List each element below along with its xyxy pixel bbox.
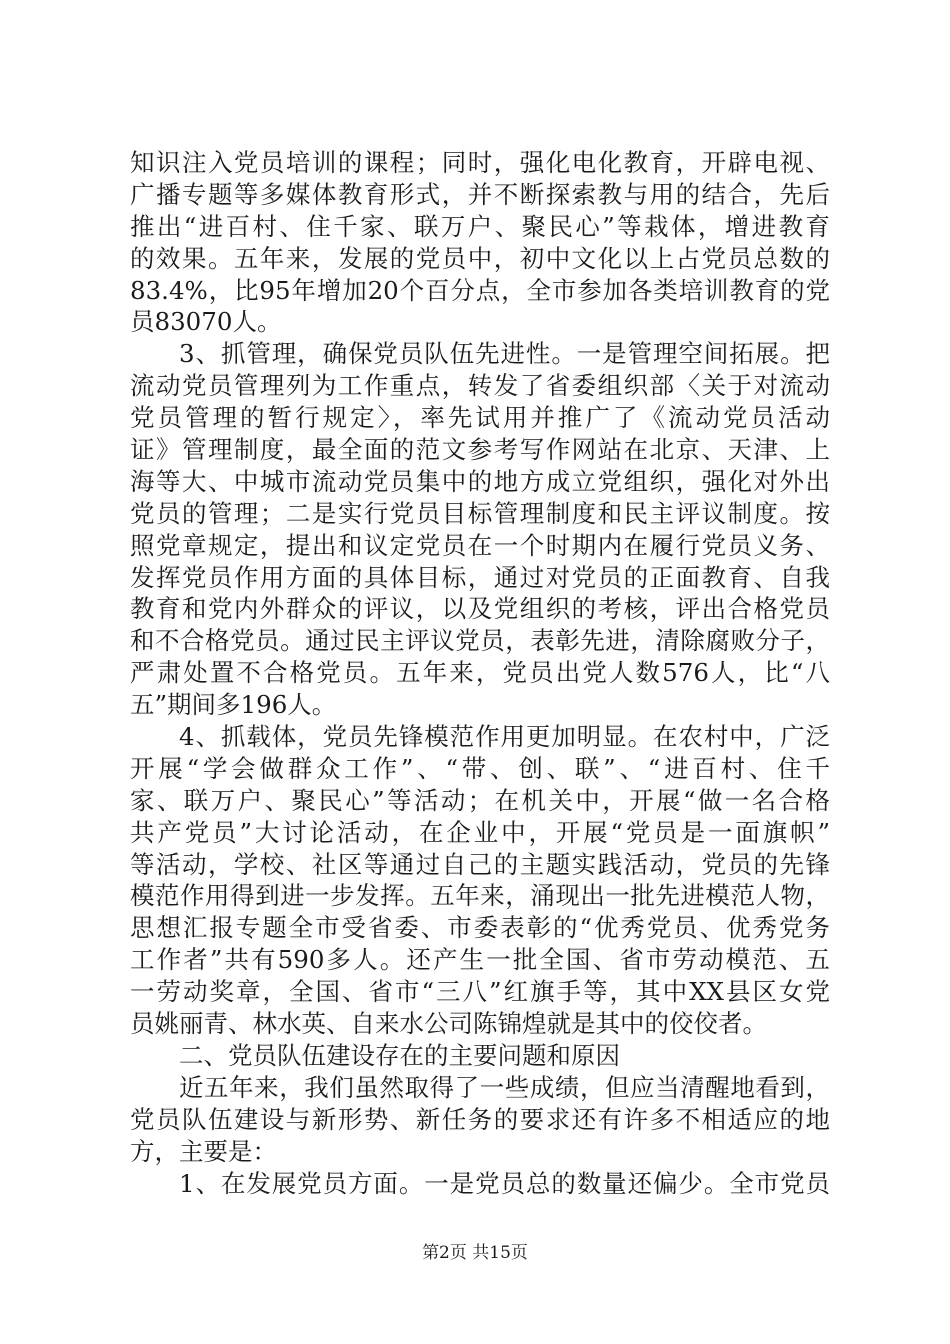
text-line: 发挥党员作用方面的具体目标，通过对党员的正面教育、自我 (130, 562, 830, 592)
text-line: 员83070人。 (130, 307, 282, 337)
text-line: 证》管理制度，最全面的范文参考写作网站在北京、天津、上 (130, 435, 830, 465)
text-line: 广播专题等多媒体教育形式，并不断探索教与用的结合，先后 (130, 179, 830, 209)
text-line: 照党章规定，提出和议定党员在一个时期内在履行党员义务、 (130, 530, 830, 560)
page-number-footer: 第2页 共15页 (422, 1243, 528, 1263)
text-line: 员姚丽青、林水英、自来水公司陈锦煌就是其中的佼佼者。 (130, 1009, 767, 1039)
text-line: 严肃处置不合格党员。五年来，党员出党人数576人，比“八 (130, 658, 830, 688)
text-line: 和不合格党员。通过民主评议党员，表彰先进，清除腐败分子， (130, 626, 830, 656)
text-line: 思想汇报专题全市受省委、市委表彰的“优秀党员、优秀党务 (130, 913, 830, 943)
text-line: 党员的管理；二是实行党员目标管理制度和民主评议制度。按 (130, 498, 830, 528)
text-line: 方，主要是： (130, 1136, 277, 1166)
text-line: 党员队伍建设与新形势、新任务的要求还有许多不相适应的地 (130, 1104, 830, 1134)
text-line: 党员管理的暂行规定〉，率先试用并推广了《流动党员活动 (130, 403, 830, 433)
text-line: 家、联万户、聚民心”等活动；在机关中，开展“做一名合格 (130, 785, 830, 815)
paragraph-start-line: 近五年来，我们虽然取得了一些成绩，但应当清醒地看到， (179, 1072, 830, 1102)
text-line: 的效果。五年来，发展的党员中，初中文化以上占党员总数的 (130, 243, 830, 273)
text-line: 模范作用得到进一步发挥。五年来，涌现出一批先进模范人物， (130, 881, 830, 911)
text-line: 等活动，学校、社区等通过自己的主题实践活动，党员的先锋 (130, 849, 830, 879)
text-line: 开展“学会做群众工作”、“带、创、联”、“进百村、住千 (130, 753, 830, 783)
body-text (130, 147, 830, 1199)
text-line: 海等大、中城市流动党员集中的地方成立党组织，强化对外出 (130, 466, 830, 496)
paragraph-start-line: 1、在发展党员方面。一是党员总的数量还偏少。全市党员 (179, 1168, 830, 1198)
text-line: 教育和党内外群众的评议，以及党组织的考核，评出合格党员 (130, 594, 830, 624)
paragraph-start-line: 3、抓管理，确保党员队伍先进性。一是管理空间拓展。把 (179, 339, 830, 369)
text-line: 推出“进百村、住千家、联万户、聚民心”等栽体，增进教育 (130, 211, 830, 241)
text-line: 一劳动奖章，全国、省市“三八”红旗手等，其中XX县区女党 (130, 977, 830, 1007)
paragraph-start-line: 4、抓载体，党员先锋模范作用更加明显。在农村中，广泛 (179, 722, 830, 752)
text-line: 共产党员”大讨论活动，在企业中，开展“党员是一面旗帜” (130, 817, 830, 847)
text-line: 流动党员管理列为工作重点，转发了省委组织部〈关于对流动 (130, 371, 830, 401)
text-line: 83.4%，比95年增加20个百分点，全市参加各类培训教育的党 (130, 275, 830, 305)
text-line: 知识注入党员培训的课程；同时，强化电化教育，开辟电视、 (130, 148, 830, 177)
text-line: 五”期间多196人。 (130, 690, 337, 720)
text-line: 工作者”共有590多人。还产生一批全国、省市劳动模范、五 (130, 945, 830, 975)
section-heading: 二、党员队伍建设存在的主要问题和原因 (179, 1040, 620, 1070)
